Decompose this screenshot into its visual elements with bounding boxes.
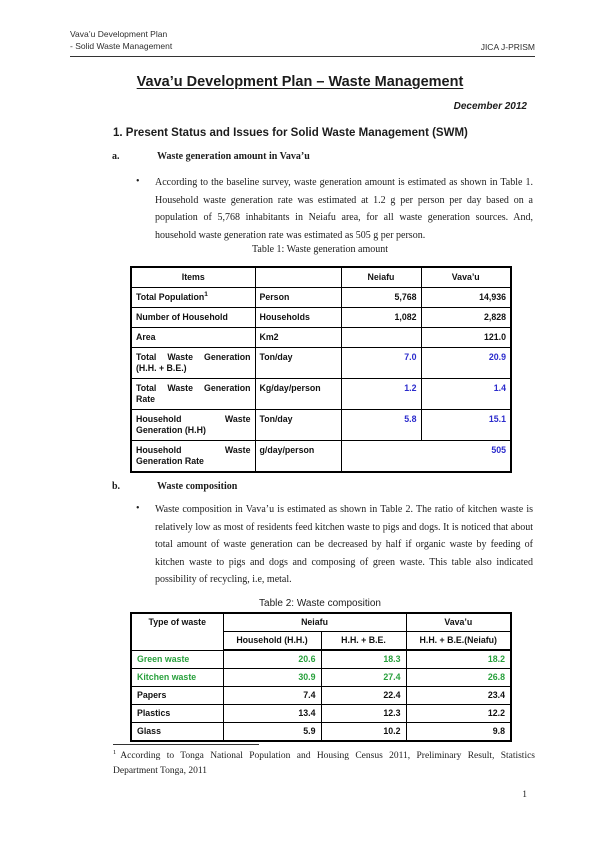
table-row [131,723,511,742]
value-cell: 18.2 [406,650,511,669]
table-row [131,669,511,687]
running-header-left [70,29,172,52]
table-row [131,379,511,410]
value-cell: 12.3 [321,705,406,723]
section-a-label: a. [112,151,120,162]
unit-cell: Km2 [255,328,341,348]
table-row [131,705,511,723]
footnote [113,749,535,779]
waste-type-cell: Plastics [131,705,223,723]
item-cell: Number of Household [131,308,255,328]
waste-generation-table [130,266,512,473]
header-cell: Type of waste [131,613,223,650]
header-cell-group: Neiafu [223,613,406,632]
header-line-2: - Solid Waste Management [70,40,173,51]
section-b-paragraph: Waste composition in Vava’u is estimated as shown in Table 2. The ratio of kitchen waste is relatively low as most of residents feed kitchen waste to pigs and dogs. It is noticed that about total amount of waste generation can be decreased by half if organic waste by feeding of kitchen waste to pigs and dogs and composing of green waste. This table also indicated possibility of recycling, i.e, metal. [155,504,533,585]
value-cell: 13.4 [223,705,321,723]
value-cell: 22.4 [321,687,406,705]
table-row [131,687,511,705]
footnote-divider [113,744,259,745]
value-cell: 12.2 [406,705,511,723]
section-a-paragraph: According to the baseline survey, waste generation amount is estimated as shown in Table 1. Household waste generation rate was estimated at 1.2 g per person per day based on a population of 5,768 inhabitants in Neiafu area, for all waste generation sources. And, household waste generation rate was estimated as 505 g per person. [155,177,533,241]
waste-type-cell: Kitchen waste [131,669,223,687]
header-cell: H.H. + B.E.(Neiafu) [406,632,511,651]
table-row [131,650,511,669]
unit-cell: Kg/day/person [255,379,341,410]
value-cell: 26.8 [406,669,511,687]
section-b-label: b. [112,481,121,492]
header-cell: Vava’u [421,267,511,288]
section-a-heading: Waste generation amount in Vava’u [157,151,310,162]
value-cell: 14,936 [421,288,511,308]
value-cell: 121.0 [421,328,511,348]
item-cell: Household Waste Generation (H.H) [131,410,255,441]
value-cell: 23.4 [406,687,511,705]
running-header-right: JICA J-PRISM [480,42,535,52]
value-cell: 15.1 [421,410,511,441]
table-2-caption: Table 2: Waste composition [259,598,381,609]
value-cell [341,328,421,348]
footnote-reference: 1 [204,291,208,299]
value-cell: 27.4 [321,669,406,687]
item-cell [131,288,255,308]
waste-type-cell: Papers [131,687,223,705]
header-cell [255,267,341,288]
value-cell: 1.2 [341,379,421,410]
value-cell: 9.8 [406,723,511,742]
header-cell: Items [131,267,255,288]
value-cell: 5.9 [223,723,321,742]
table-row [131,328,511,348]
document-title [0,74,600,90]
value-cell: 2,828 [421,308,511,328]
document-title-text: Vava’u Development Plan – Waste Management [136,74,464,90]
table-row [131,441,511,473]
unit-cell: g/day/person [255,441,341,473]
value-cell: 10.2 [321,723,406,742]
value-cell-merged: 505 [341,441,511,473]
header-cell: Neiafu [341,267,421,288]
unit-cell: Ton/day [255,348,341,379]
value-cell: 30.9 [223,669,321,687]
value-cell: 1.4 [421,379,511,410]
footnote-marker: 1 [113,748,117,756]
item-cell: Area [131,328,255,348]
table-header-row [131,267,511,288]
unit-cell: Ton/day [255,410,341,441]
value-cell: 5.8 [341,410,421,441]
item-cell: Household Waste Generation Rate [131,441,255,473]
table-header-row [131,613,511,632]
header-cell: H.H. + B.E. [321,632,406,651]
value-cell: 5,768 [341,288,421,308]
unit-cell: Households [255,308,341,328]
value-cell: 7.4 [223,687,321,705]
bullet-marker: • [136,503,140,514]
bullet-marker: • [136,176,140,187]
value-cell: 20.9 [421,348,511,379]
header-cell-group: Vava’u [406,613,511,632]
header-line-1: Vava’u Development Plan [70,29,168,39]
value-cell: 18.3 [321,650,406,669]
item-cell: Total Waste Generation Rate [131,379,255,410]
header-cell: Household (H.H.) [223,632,321,651]
table-row [131,308,511,328]
value-cell: 7.0 [341,348,421,379]
page-number: 1 [522,790,527,800]
section-1-heading: 1. Present Status and Issues for Solid Waste Management (SWM) [113,127,468,139]
value-cell: 20.6 [223,650,321,669]
section-b-heading: Waste composition [157,481,238,492]
value-cell: 1,082 [341,308,421,328]
table-row [131,410,511,441]
header-divider [70,56,535,57]
waste-type-cell: Green waste [131,650,223,669]
waste-type-cell: Glass [131,723,223,742]
document-date: December 2012 [453,101,527,112]
item-label: Total Population [136,292,205,302]
item-cell: Total Waste Generation (H.H. + B.E.) [131,348,255,379]
footnote-text: According to Tonga National Population and Housing Census 2011, Preliminary Result, Statistics Department Tonga, 2011 [113,751,535,776]
table-row [131,288,511,308]
table-1-caption: Table 1: Waste generation amount [251,244,389,255]
table-row [131,348,511,379]
unit-cell: Person [255,288,341,308]
waste-composition-table [130,612,512,742]
